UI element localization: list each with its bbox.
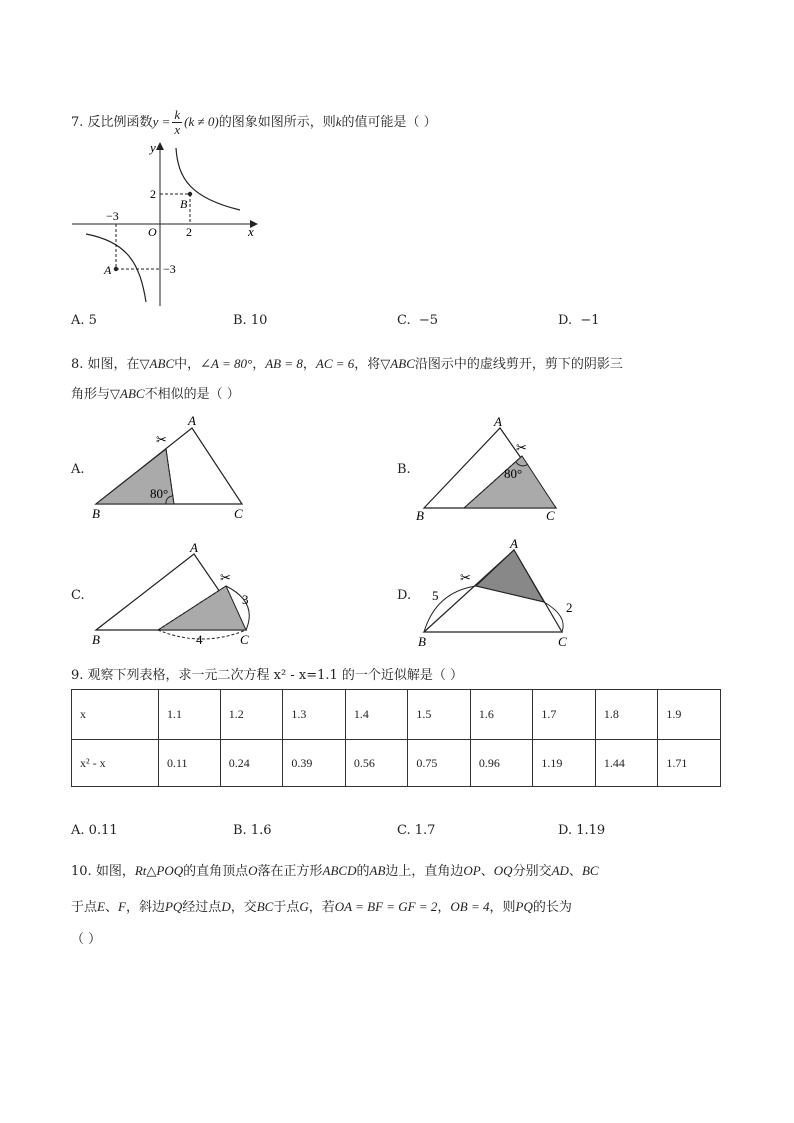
table-cell: 1.6 <box>470 690 533 740</box>
q10-math: G <box>299 899 309 914</box>
table-cell: x² - x <box>72 740 159 787</box>
q8-text: 不相似的是（ ） <box>144 387 240 402</box>
table-cell: 1.1 <box>159 690 221 740</box>
scissors-icon: ✂ <box>516 440 527 455</box>
q7-formula-lhs: y = <box>152 114 171 129</box>
q10-text: 、 <box>480 864 494 879</box>
q10-text: 经过点 <box>182 900 222 915</box>
q8-c-n1: 3 <box>242 592 249 607</box>
q8-fig-d-letter[interactable]: D. <box>397 588 412 603</box>
q9-option-c[interactable] <box>397 823 435 838</box>
q7-text-before: 反比例函数 <box>87 115 153 130</box>
q10-math: OA = BF = GF = 2 <box>334 899 438 914</box>
q10-math: PQ <box>164 899 183 914</box>
q10-text: 的长为 <box>532 900 572 915</box>
q7-tick-neg3-y: −3 <box>163 262 176 276</box>
q8-a-angle: 80° <box>150 486 169 501</box>
table-cell: 1.44 <box>595 740 658 787</box>
q8-text: ，将 <box>354 357 381 372</box>
option-letter: C. <box>397 823 411 838</box>
q9-table <box>71 689 721 787</box>
q7-text-end: 的值可能是（ ） <box>341 115 437 130</box>
q8-math: AC = 6 <box>315 356 355 371</box>
q10-text: 于点 <box>273 900 300 915</box>
q10-text: ，交 <box>230 900 257 915</box>
q10-math: Rt△POQ <box>134 863 184 878</box>
q9-stem <box>71 664 463 683</box>
table-row <box>72 740 721 787</box>
q10-text: 于点 <box>71 900 98 915</box>
q10-text: ，若 <box>308 900 335 915</box>
q8-b-label-b: B <box>416 508 424 523</box>
q8-d-n2: 2 <box>566 600 573 615</box>
q7-label-a: A <box>104 263 112 277</box>
option-value: −5 <box>418 313 439 328</box>
q7-text-after: 的图象如图所示，则 <box>218 115 336 130</box>
option-value: 10 <box>250 313 268 328</box>
option-letter: D. <box>558 823 573 838</box>
q7-tick-2-x: 2 <box>186 225 192 239</box>
q7-frac-den: x <box>174 122 181 137</box>
table-cell: 1.9 <box>658 690 721 740</box>
q8-text: 沿图示中的虚线剪开，剪下的阴影三 <box>414 357 623 372</box>
option-value: −1 <box>580 313 600 328</box>
q10-math: PQ <box>515 899 533 914</box>
q7-label-o: O <box>148 225 157 239</box>
table-cell: 0.24 <box>220 740 283 787</box>
table-cell: 0.56 <box>345 740 408 787</box>
option-letter: B. <box>233 823 247 838</box>
q8-text: ， <box>302 357 316 372</box>
table-cell: 1.4 <box>345 690 408 740</box>
q9-option-b[interactable] <box>233 823 272 838</box>
option-value: 1.6 <box>250 823 272 838</box>
q10-math: BC <box>256 899 274 914</box>
q8-c-n2: 4 <box>196 632 203 647</box>
scissors-icon: ✂ <box>220 570 231 585</box>
q8-c-shaded <box>158 586 246 630</box>
q8-d-triangle <box>424 550 562 632</box>
q10-math: F <box>117 899 126 914</box>
table-cell: 1.2 <box>220 690 283 740</box>
q10-math: D <box>221 899 231 914</box>
q8-d-label-a: A <box>510 538 518 551</box>
option-value: 5 <box>88 313 97 328</box>
q7-y-arrow <box>156 142 164 150</box>
q8-fig-c-letter[interactable]: C. <box>71 588 85 603</box>
option-letter: B. <box>233 313 247 328</box>
option-letter: A. <box>71 823 85 838</box>
q7-frac-num: k <box>174 107 181 122</box>
q7-option-c[interactable] <box>397 313 438 328</box>
q8-d-label-c: C <box>558 634 567 649</box>
q8-fig-a-letter[interactable]: A. <box>71 462 85 477</box>
q8-math: ▽ABC <box>110 386 145 401</box>
q10-text: 如图， <box>95 864 135 879</box>
q7-label-b: B <box>180 197 188 211</box>
q9-number: 9. <box>71 668 84 683</box>
q7-point-a <box>114 267 118 271</box>
table-cell: 1.19 <box>533 740 596 787</box>
table-cell: 1.3 <box>283 690 346 740</box>
scissors-icon: ✂ <box>156 432 167 447</box>
q8-math: ▽ABC <box>139 356 175 371</box>
option-letter: C. <box>397 313 411 328</box>
q7-option-d[interactable] <box>558 313 600 328</box>
q10-text: 、 <box>568 864 582 879</box>
q7-option-b[interactable] <box>233 313 267 328</box>
q10-math: E <box>97 899 105 914</box>
q10-line2 <box>71 896 572 915</box>
q8-line1 <box>71 353 623 372</box>
q8-number: 8. <box>71 357 84 372</box>
table-row <box>72 690 721 740</box>
q10-math: ABCD <box>322 863 357 878</box>
q8-d-label-b: B <box>418 634 426 649</box>
q10-text: 的 <box>356 864 370 879</box>
q7-option-a[interactable] <box>71 313 97 328</box>
q8-figure-d[interactable] <box>412 538 592 650</box>
option-letter: D. <box>558 313 573 328</box>
q10-math: OB = 4 <box>450 899 490 914</box>
q9-text: 观察下列表格，求一元二次方程 x² - x=1.1 的一个近似解是（ ） <box>87 668 464 683</box>
q7-stem <box>71 108 437 137</box>
q8-a-label-a: A <box>188 413 196 428</box>
q8-math: ∠A = 80° <box>200 356 253 371</box>
q10-text: 分别交 <box>512 864 552 879</box>
q7-label-y: y <box>150 140 156 155</box>
q10-line1 <box>71 860 599 879</box>
q10-line3: （ ） <box>71 932 102 947</box>
q9-option-a[interactable] <box>71 823 118 838</box>
q8-figure-a[interactable] <box>88 412 258 522</box>
q8-text: 如图，在 <box>87 357 140 372</box>
table-cell: 0.39 <box>283 740 346 787</box>
q7-tick-neg3-x: −3 <box>106 209 119 223</box>
q10-text: ，则 <box>489 900 516 915</box>
table-cell: 0.75 <box>408 740 471 787</box>
q10-math: AD <box>551 863 569 878</box>
q10-text: 的直角顶点 <box>183 864 249 879</box>
q10-text: 、 <box>104 900 118 915</box>
q8-figure-c[interactable] <box>88 538 268 650</box>
q8-b-shaded <box>464 456 556 508</box>
q8-text: 角形与 <box>71 387 111 402</box>
q10-text: ，斜边 <box>125 900 165 915</box>
q8-math: ▽ABC <box>380 356 415 371</box>
q7-label-x: x <box>248 224 254 239</box>
table-cell: x <box>72 690 159 740</box>
q7-var-k: k <box>335 114 342 129</box>
q8-a-label-c: C <box>234 506 243 521</box>
q9-option-d[interactable] <box>558 823 605 838</box>
table-cell: 1.7 <box>533 690 596 740</box>
table-cell: 1.71 <box>658 740 721 787</box>
option-letter: A. <box>71 313 85 328</box>
q7-tick-2-y: 2 <box>150 187 156 201</box>
table-cell: 0.96 <box>470 740 533 787</box>
q8-b-label-c: C <box>546 508 555 523</box>
q7-number: 7. <box>71 115 84 130</box>
q10-math: O <box>248 863 258 878</box>
option-value: 1.19 <box>576 823 606 838</box>
q8-c-label-b: B <box>92 632 100 647</box>
q10-math: OQ <box>493 863 513 878</box>
table-cell: 1.5 <box>408 690 471 740</box>
q10-text: ， <box>437 900 451 915</box>
q8-a-label-b: B <box>92 506 100 521</box>
option-value: 0.11 <box>88 823 118 838</box>
q8-c-label-a: A <box>190 540 198 555</box>
q7-graph <box>66 138 266 308</box>
q8-math: AB = 8 <box>265 356 303 371</box>
q10-text: 边上，直角边 <box>385 864 464 879</box>
q8-d-n1: 5 <box>432 588 439 603</box>
q8-b-angle: 80° <box>504 466 523 481</box>
q10-number: 10. <box>71 864 92 879</box>
q10-text: 落在正方形 <box>257 864 323 879</box>
q8-b-label-a: A <box>494 414 502 429</box>
q8-line2 <box>71 383 240 402</box>
q7-point-b <box>188 192 192 196</box>
q10-math: BC <box>581 863 599 878</box>
q10-math: OP <box>463 863 481 878</box>
q8-text: 中， <box>174 357 201 372</box>
q8-fig-b-letter[interactable]: B. <box>397 462 411 477</box>
table-cell: 0.11 <box>159 740 221 787</box>
option-value: 1.7 <box>414 823 436 838</box>
q8-c-label-c: C <box>240 632 249 647</box>
q8-figure-b[interactable] <box>412 412 582 524</box>
scissors-icon: ✂ <box>460 570 471 585</box>
q7-condition: (k ≠ 0) <box>184 114 219 129</box>
table-cell: 1.8 <box>595 690 658 740</box>
q7-fraction <box>172 108 182 137</box>
q10-math: AB <box>369 863 386 878</box>
q8-text: ， <box>252 357 266 372</box>
